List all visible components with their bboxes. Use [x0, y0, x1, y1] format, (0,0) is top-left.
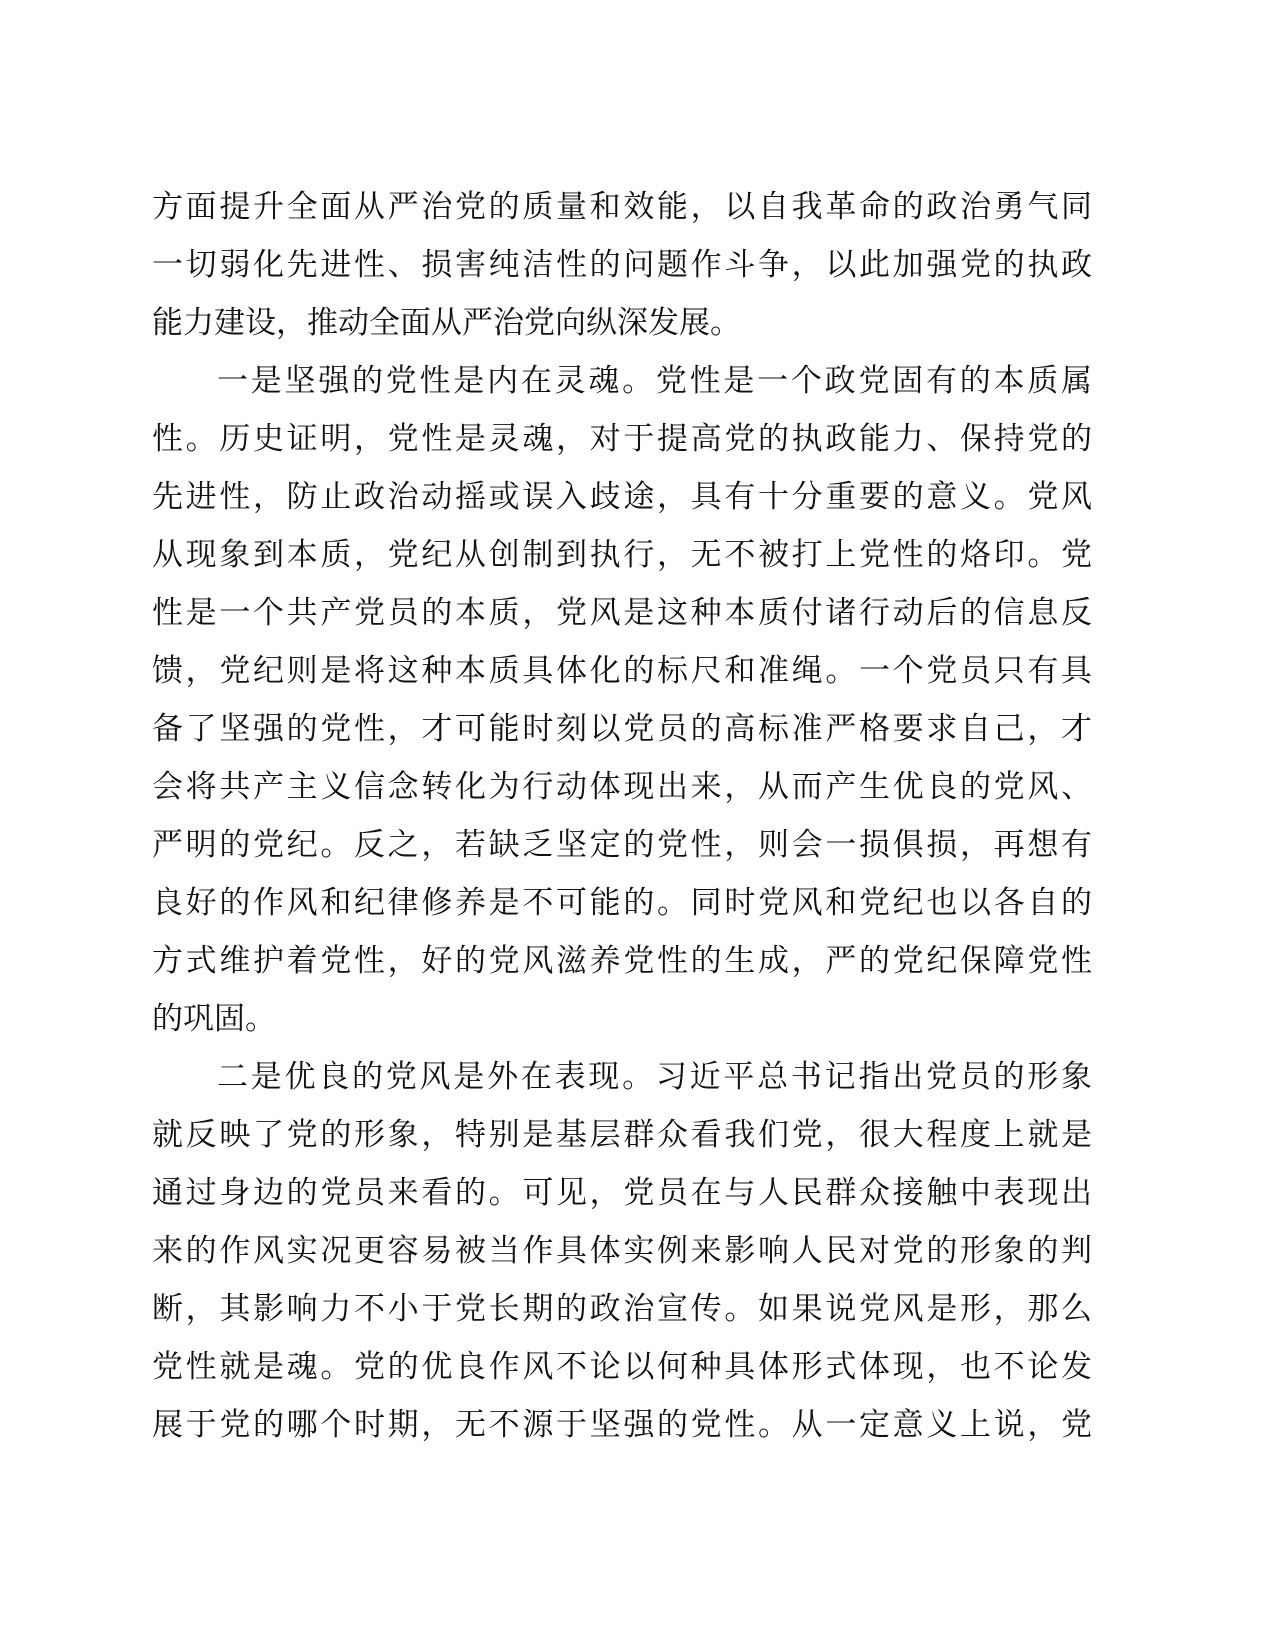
text-line: 严明的党纪。反之，若缺乏坚定的党性，则会一损俱损，再想有 [152, 827, 1092, 863]
paragraph-3 [152, 1048, 1092, 1454]
text-line: 方式维护着党性，好的党风滋养党性的生成，严的党纪保障党性 [152, 943, 1092, 979]
text-line: 性是一个共产党员的本质，党风是这种本质付诸行动后的信息反 [152, 595, 1092, 631]
paragraph-1 [152, 178, 1092, 352]
paragraph-2 [152, 352, 1092, 1048]
text-line: 从现象到本质，党纪从创制到执行，无不被打上党性的烙印。党 [152, 537, 1092, 573]
text-line: 二是优良的党风是外在表现。习近平总书记指出党员的形象 [217, 1059, 1092, 1095]
text-line: 来的作风实况更容易被当作具体实例来影响人民对党的形象的判 [152, 1233, 1092, 1269]
text-line: 就反映了党的形象，特别是基层群众看我们党，很大程度上就是 [152, 1117, 1092, 1153]
text-line: 馈，党纪则是将这种本质具体化的标尺和准绳。一个党员只有具 [152, 653, 1092, 689]
text-line: 的巩固。 [152, 1001, 276, 1037]
text-line: 良好的作风和纪律修养是不可能的。同时党风和党纪也以各自的 [152, 885, 1092, 921]
text-line: 展于党的哪个时期，无不源于坚强的党性。从一定意义上说，党 [152, 1407, 1092, 1443]
text-line: 先进性，防止政治动摇或误入歧途，具有十分重要的意义。党风 [152, 479, 1092, 515]
text-line: 能力建设，推动全面从严治党向纵深发展。 [152, 305, 741, 341]
text-line: 一是坚强的党性是内在灵魂。党性是一个政党固有的本质属 [217, 363, 1092, 399]
text-line: 性。历史证明，党性是灵魂，对于提高党的执政能力、保持党的 [152, 421, 1092, 457]
text-line: 通过身边的党员来看的。可见，党员在与人民群众接触中表现出 [152, 1175, 1092, 1211]
text-line: 一切弱化先进性、损害纯洁性的问题作斗争，以此加强党的执政 [152, 247, 1092, 283]
text-line: 党性就是魂。党的优良作风不论以何种具体形式体现，也不论发 [152, 1349, 1092, 1385]
text-line: 断，其影响力不小于党长期的政治宣传。如果说党风是形，那么 [152, 1291, 1092, 1327]
text-line: 备了坚强的党性，才可能时刻以党员的高标准严格要求自己，才 [152, 711, 1092, 747]
text-line: 方面提升全面从严治党的质量和效能，以自我革命的政治勇气同 [152, 189, 1092, 225]
body-text [152, 178, 1092, 1454]
text-line: 会将共产主义信念转化为行动体现出来，从而产生优良的党风、 [152, 769, 1092, 805]
